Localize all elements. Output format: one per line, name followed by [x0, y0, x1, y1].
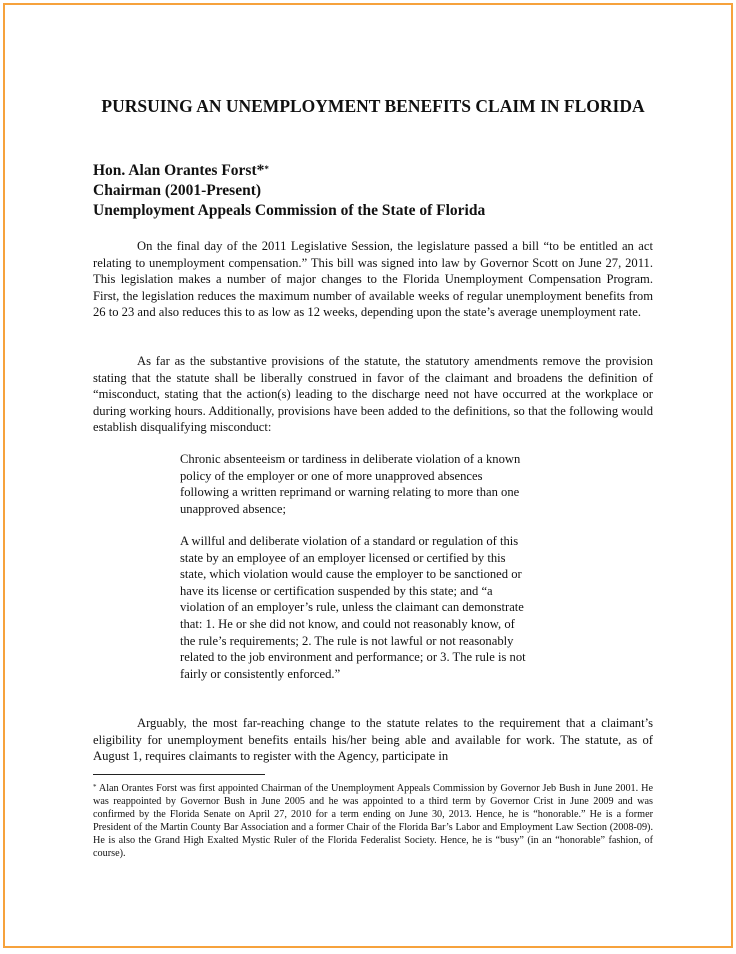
author-footnote-marker: *	[264, 164, 269, 174]
block-quote: A willful and deliberate violation of a standard or regulation of this state by an employee of an employer licensed or certified by this state, which violation would cause the employer to be sanctioned or have its license or certification suspended by this state; and “a violation of an employer’s rule, unless the claimant can demonstrate that: 1. He or she did not know, and could not reasonably know, of the rule’s requirements; 2. The rule is not lawful or not reasonably related to the job environment and performance; or 3. The rule is not fairly or consistently enforced.”	[180, 534, 526, 681]
body-paragraph: On the final day of the 2011 Legislative Session, the legislature passed a bill “to be entitled an act relating to unemployment compensation.” This bill was signed into law by Governor Scott on June 27, 2011. This legislation makes a number of major changes to the Florida Unemployment Compensation Program. First, the legislation reduces the maximum number of available weeks of regular unemployment benefits from 26 to 23 and also reduces this to as low as 12 weeks, depending upon the state’s average unemployment rate.	[93, 239, 653, 319]
footnote-marker: *	[93, 783, 97, 791]
author-name: Hon. Alan Orantes Forst*	[93, 162, 265, 179]
document-page	[3, 3, 733, 948]
author-position: Chairman (2001-Present)	[93, 182, 262, 199]
author-organization: Unemployment Appeals Commission of the State of Florida	[93, 202, 486, 219]
document-title: PURSUING AN UNEMPLOYMENT BENEFITS CLAIM IN FLORIDA	[101, 96, 645, 116]
footnote	[93, 782, 653, 861]
block-quote: Chronic absenteeism or tardiness in deliberate violation of a known policy of the employer or one of more unapproved absences following a written reprimand or warning relating to more than one unapproved absence;	[180, 452, 521, 516]
author-name-line	[93, 161, 653, 181]
body-paragraph: Arguably, the most far-reaching change to the statute relates to the requirement that a claimant’s eligibility for unemployment benefits entails his/her being able and available for work. The statute, as of August 1, requires claimants to register with the Agency, participate in	[93, 716, 653, 763]
footnote-separator	[93, 774, 265, 775]
author-block	[93, 161, 653, 221]
body-paragraph: As far as the substantive provisions of the statute, the statutory amendments remove the provision stating that the statute shall be liberally construed in favor of the claimant and broadens the definition of “misconduct, stating that the action(s) leading to the discharge need not have occurred at the workplace or during working hours. Additionally, provisions have been added to the definitions, so that the following would establish disqualifying misconduct:	[93, 354, 653, 434]
footnote-text: Alan Orantes Forst was first appointed Chairman of the Unemployment Appeals Commission by Governor Jeb Bush in June 2001. He was reappointed by Governor Bush in June 2005 and he was appointed to a third term by Governor Crist in June 2009 and was confirmed by the Florida Senate on April 27, 2010 for a term ending on June 30, 2013. Hence, he is “honorable.” He is a former President of the Martin County Bar Association and a former Chair of the Florida Bar’s Labor and Employment Law Section (2008-09). He is also the Grand High Exalted Mystic Ruler of the Florida Federalist Society. Hence, he is “busy” (in an “honorable” fashion, of course).	[93, 783, 653, 860]
